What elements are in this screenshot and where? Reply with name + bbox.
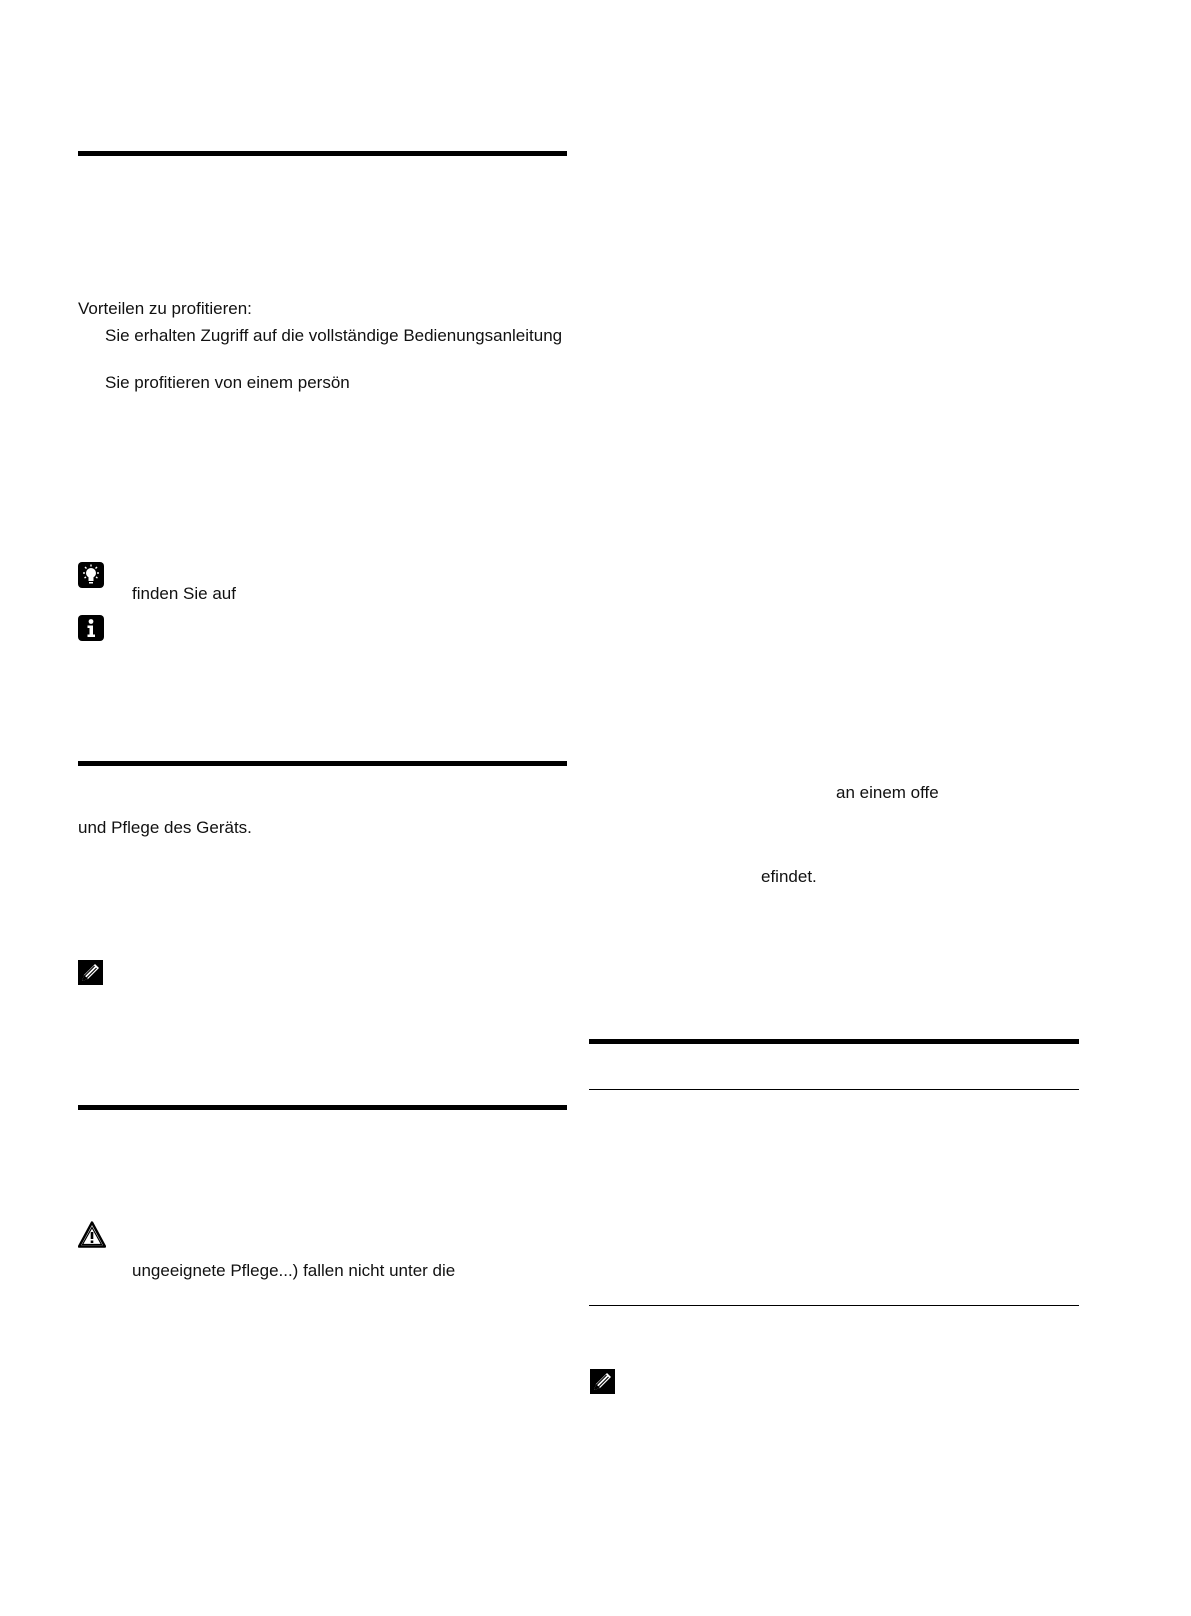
warning-text: ungeeignete Pflege...) fallen nicht unter die — [132, 1261, 456, 1280]
benefits-intro: Vorteilen zu profitieren: — [78, 299, 252, 318]
section-rule-top-left — [78, 151, 567, 156]
warning-triangle-icon — [78, 1221, 106, 1248]
right-fragment-1: an einem offe — [836, 783, 939, 802]
section-rule-bottom-left — [78, 1105, 567, 1110]
table-rule-top-right — [589, 1089, 1079, 1090]
right-fragment-2: efindet. — [761, 867, 817, 886]
info-icon — [78, 615, 104, 641]
benefit-item-1: Sie erhalten Zugriff auf die vollständige Bedienungsanleitung — [105, 326, 563, 345]
care-text: und Pflege des Geräts. — [78, 818, 252, 837]
table-rule-bottom-right — [589, 1305, 1079, 1306]
section-rule-right — [589, 1039, 1079, 1044]
note-pencil-icon — [78, 960, 103, 985]
note-pencil-icon-right — [590, 1369, 615, 1394]
benefit-item-2: Sie profitieren von einem persön — [105, 373, 350, 392]
section-rule-middle-left — [78, 761, 567, 766]
tip-text: finden Sie auf — [132, 584, 236, 603]
lightbulb-icon — [78, 562, 104, 588]
